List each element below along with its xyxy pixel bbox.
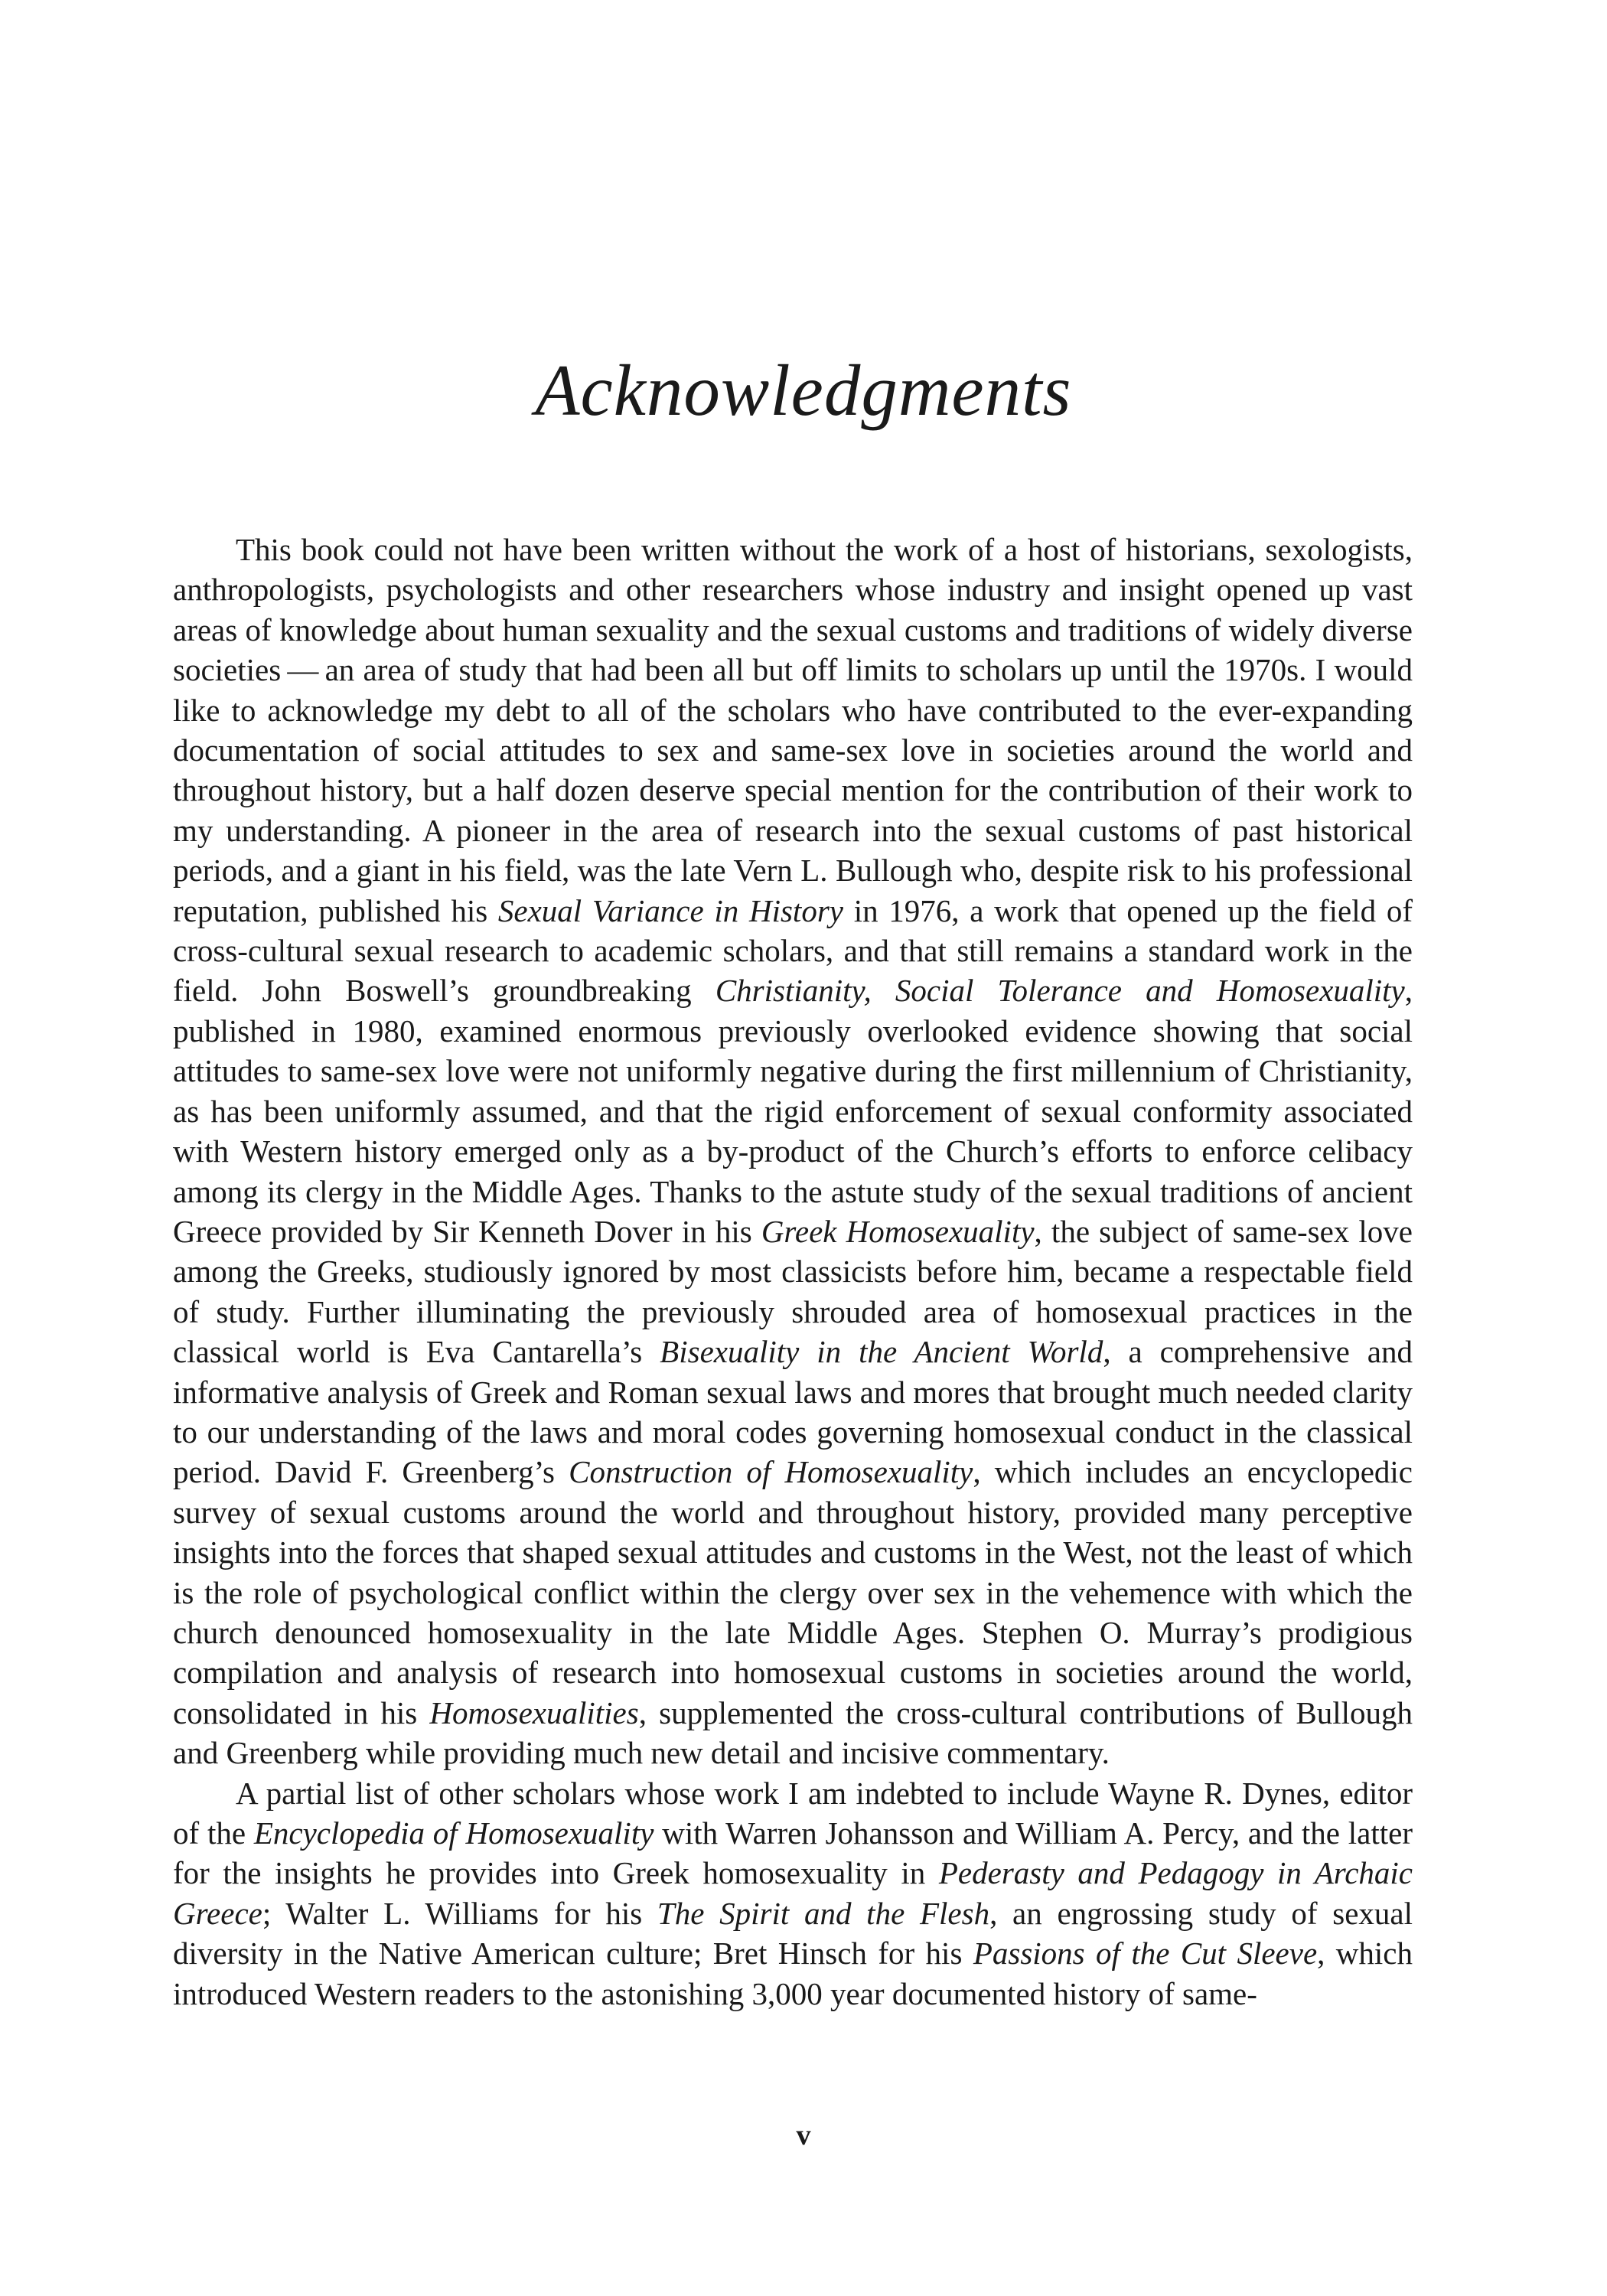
book-title: Christianity, Social Tolerance and Homosexuality xyxy=(715,973,1405,1009)
book-title: Sexual Variance in History xyxy=(497,892,843,928)
text-run: ; Walter L. Williams for his xyxy=(262,1895,657,1931)
book-title: Construction of Homosexuality xyxy=(569,1454,973,1490)
text-run: , supplemented the cross-cultural contributions of Bullough and Greenberg while providing much new detail and incisive commentary. xyxy=(173,1694,1413,1771)
chapter-title: Acknowledgments xyxy=(535,350,1072,431)
book-title: Pederasty and Pedagogy in Archaic Greece xyxy=(173,1855,1413,1931)
book-title: The Spirit and the Flesh xyxy=(657,1895,990,1931)
body-text xyxy=(173,530,1413,2014)
text-run: This book could not have been written without the work of a host of historians, sexologists, anthropologists, psychologists and other researchers whose industry and insight opened up vast areas of knowledge about human sexuality and the sexual customs and traditions of widely diverse societies — an area of study that had been all but off limits to scholars up until the 1970s. I would like to acknowledge my debt to all of the scholars who have contributed to the ever-expanding documentation of social attitudes to sex and same-sex love in societies around the world and throughout history, but a half dozen deserve special mention for the contribution of their work to my understanding. A pioneer in the area of research into the sexual customs of past historical periods, and a giant in his field, was the late Vern L. Bullough who, despite risk to his professional reputation, published his xyxy=(173,532,1413,928)
paragraph xyxy=(173,1773,1413,2014)
book-title: Bisexuality in the Ancient World xyxy=(660,1334,1103,1370)
book-title: Passions of the Cut Sleeve xyxy=(973,1936,1318,1971)
text-run: , published in 1980, examined enormous previously overlooked evidence showing that social attitudes to same-sex love were not uniformly negative during the first millennium of Christianity, as has been uniformly assumed, and that the rigid enforcement of sexual conformity associated with Western history emerged only as a by-product of the Church’s efforts to enforce celibacy among its clergy in the Middle Ages. Thanks to the astute study of the sexual traditions of ancient Greece provided by Sir Kenneth Dover in his xyxy=(173,973,1413,1249)
text-run: , which introduced Western readers to the astonishing 3,000 year documented history of same- xyxy=(173,1936,1413,2011)
text-run: , which includes an encyclopedic survey of sexual customs around the world and throughout history, provided many perceptive insights into the forces that shaped sexual attitudes and customs in the West, not the least of which is the role of psychological conflict within the clergy over sex in the vehemence with which the church denounced homosexuality in the late Middle Ages. Stephen O. Murray’s prodigious compilation and analysis of research into homosexual customs in societies around the world, consolidated in his xyxy=(173,1454,1413,1730)
book-title: Homosexualities xyxy=(429,1694,639,1730)
text-run: in 1976, a work that opened up the field of cross-cultural sexual research to academic scholars, and that still remains a standard work in the field. John Boswell’s groundbreaking xyxy=(173,892,1413,1009)
book-title: Encyclopedia of Homosexuality xyxy=(253,1815,654,1851)
book-title: Greek Homosexuality xyxy=(761,1213,1035,1249)
text-run: , an engrossing study of sexual diversity in the Native American culture; Bret Hinsch for his xyxy=(173,1895,1413,1971)
page-number: v xyxy=(796,2119,811,2151)
text-run: A partial list of other scholars whose work I am indebted to include Wayne R. Dynes, editor of the xyxy=(173,1775,1413,1851)
text-run: , the subject of same-sex love among the Greeks, studiously ignored by most classicists before him, became a respectable field of study. Further illuminating the previously shrouded area of homosexual practices in the classical world is Eva Cantarella’s xyxy=(173,1213,1413,1370)
text-run: , a comprehensive and informative analysis of Greek and Roman sexual laws and mores that brought much needed clarity to our understanding of the laws and moral codes governing homosexual conduct in the classical period. David F. Greenberg’s xyxy=(173,1334,1413,1490)
text-run: with Warren Johansson and William A. Percy, and the latter for the insights he provides into Greek homosexuality in xyxy=(173,1815,1413,1891)
paragraph xyxy=(173,530,1413,1773)
